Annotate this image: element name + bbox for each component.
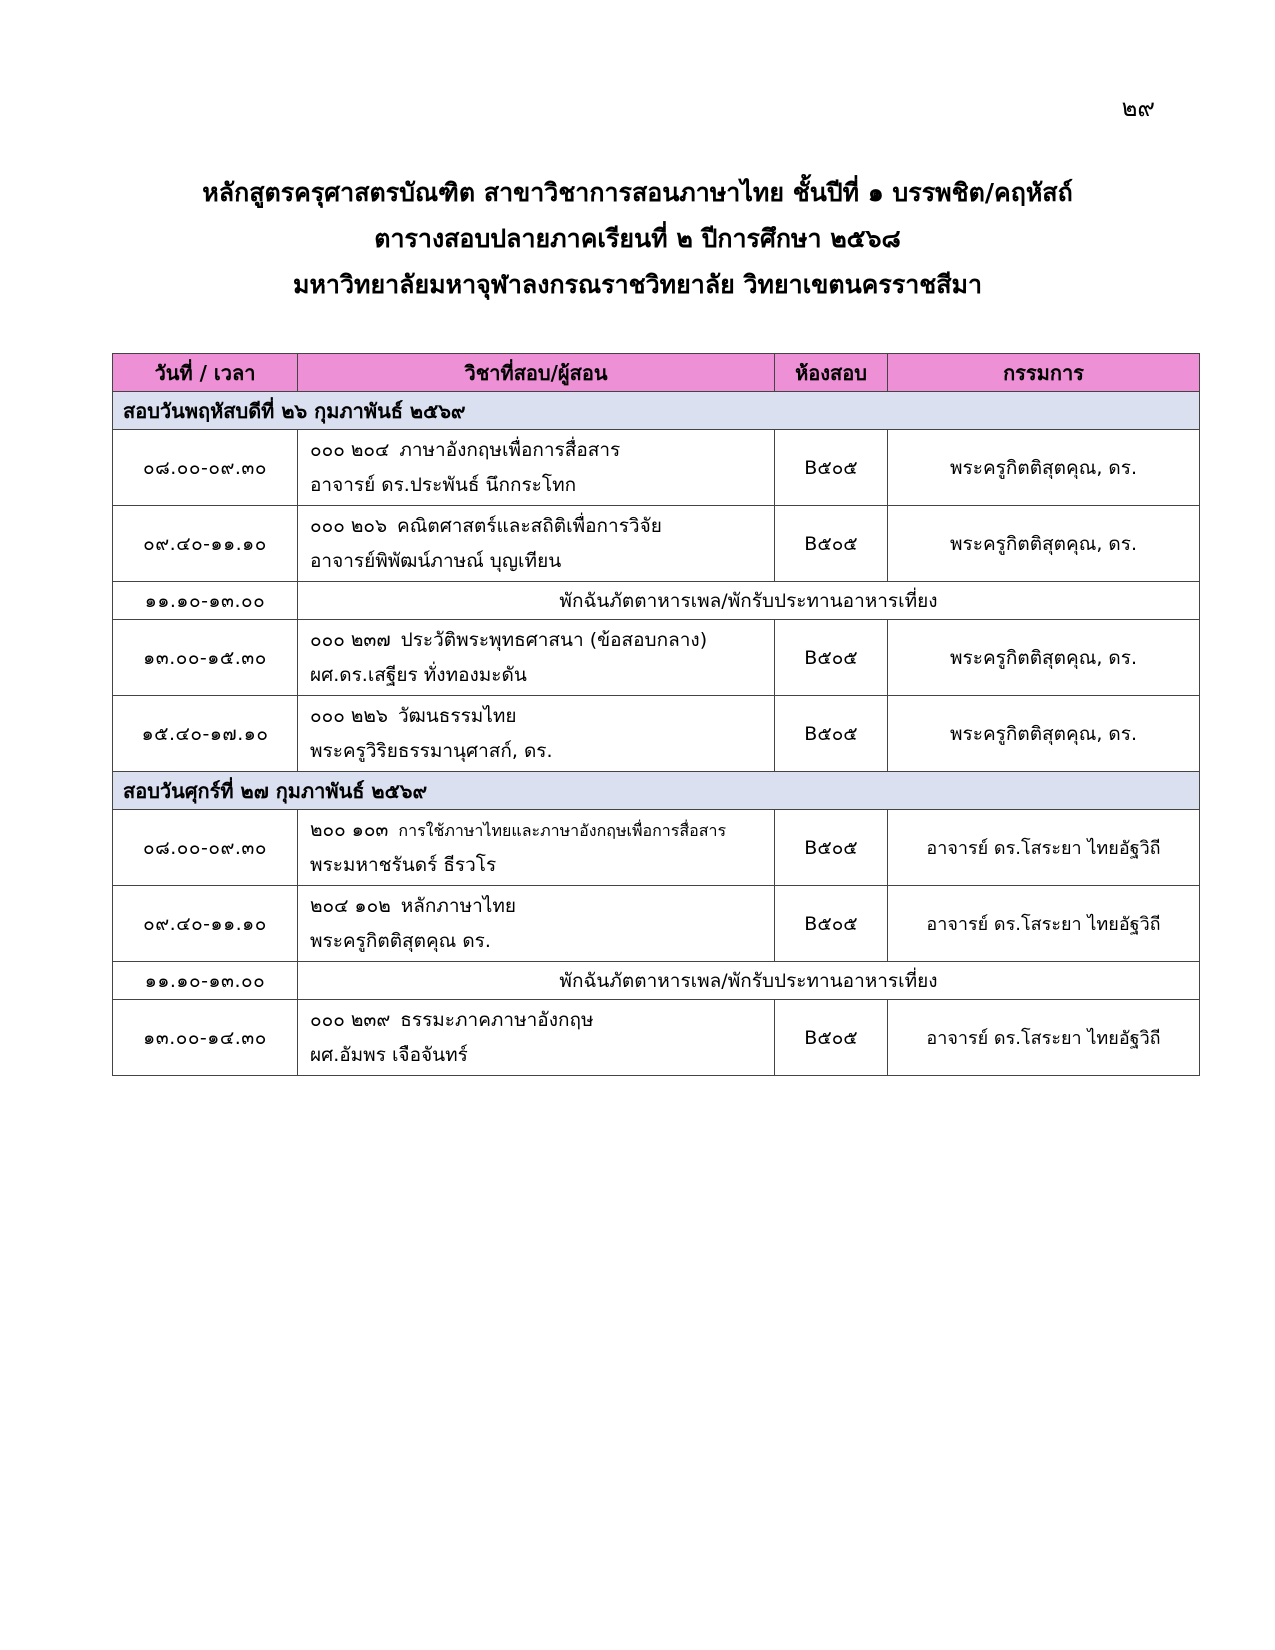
exam-room: B๕๐๕	[775, 620, 888, 696]
subject-code: ๐๐๐ ๒๐๖	[310, 514, 388, 537]
break-row	[113, 962, 1200, 1000]
table-header-row	[113, 354, 1200, 392]
subject-code: ๒๐๐ ๑๐๓	[310, 818, 389, 841]
exam-time: ๑๓.๐๐-๑๕.๓๐	[113, 620, 298, 696]
exam-room: B๕๐๕	[775, 430, 888, 506]
exam-time: ๐๘.๐๐-๐๙.๓๐	[113, 430, 298, 506]
exam-subject-cell	[298, 810, 775, 886]
subject-code: ๐๐๐ ๒๐๔	[310, 438, 390, 461]
exam-subject-cell	[298, 696, 775, 772]
exam-room: B๕๐๕	[775, 696, 888, 772]
subject-code: ๐๐๐ ๒๓๗	[310, 628, 391, 651]
header-committee: กรรมการ	[888, 354, 1200, 392]
table-row	[113, 696, 1200, 772]
exam-schedule-table	[112, 353, 1200, 1076]
exam-subject-cell	[298, 430, 775, 506]
subject-code: ๐๐๐ ๒๒๖	[310, 704, 388, 727]
table-row	[113, 886, 1200, 962]
title-line-2: ตารางสอบปลายภาคเรียนที่ ๒ ปีการศึกษา ๒๕๖๘	[374, 224, 901, 253]
day-label: สอบวันพฤหัสบดีที่ ๒๖ กุมภาพันธ์ ๒๕๖๙	[113, 392, 1200, 430]
subject-name: หลักภาษาไทย	[400, 894, 517, 917]
document-title	[0, 170, 1275, 308]
title-line-3: มหาวิทยาลัยมหาจุฬาลงกรณราชวิทยาลัย วิทยาเขตนครราชสีมา	[292, 270, 983, 299]
header-date-time: วันที่ / เวลา	[113, 354, 298, 392]
break-row	[113, 582, 1200, 620]
subject-name: วัฒนธรรมไทย	[397, 704, 517, 727]
table-row	[113, 430, 1200, 506]
table-row	[113, 506, 1200, 582]
exam-committee: พระครูกิตติสุตคุณ, ดร.	[888, 620, 1200, 696]
day-row	[113, 772, 1200, 810]
exam-committee: พระครูกิตติสุตคุณ, ดร.	[888, 506, 1200, 582]
table-row	[113, 1000, 1200, 1076]
subject-name: ประวัติพระพุทธศาสนา (ข้อสอบกลาง)	[400, 628, 708, 651]
teacher-name: ผศ.อัมพร เจือจันทร์	[310, 1043, 468, 1066]
teacher-name: ผศ.ดร.เสฐียร ทั่งทองมะดัน	[310, 663, 527, 686]
page-number: ๒๙	[1121, 94, 1155, 122]
exam-time: ๐๘.๐๐-๐๙.๓๐	[113, 810, 298, 886]
exam-committee: พระครูกิตติสุตคุณ, ดร.	[888, 696, 1200, 772]
teacher-name: อาจารย์พิพัฒน์ภาษณ์ บุญเทียน	[310, 549, 562, 572]
teacher-name: พระครูกิตติสุตคุณ ดร.	[310, 929, 491, 952]
day-row	[113, 392, 1200, 430]
exam-room: B๕๐๕	[775, 810, 888, 886]
exam-time: ๐๙.๔๐-๑๑.๑๐	[113, 886, 298, 962]
break-time: ๑๑.๑๐-๑๓.๐๐	[113, 962, 298, 1000]
subject-name: ภาษาอังกฤษเพื่อการสื่อสาร	[399, 438, 621, 461]
subject-name: การใช้ภาษาไทยและภาษาอังกฤษเพื่อการสื่อสาร	[398, 820, 727, 840]
exam-subject-cell	[298, 506, 775, 582]
exam-room: B๕๐๕	[775, 886, 888, 962]
exam-subject-cell	[298, 1000, 775, 1076]
title-line-1: หลักสูตรครุศาสตรบัณฑิต สาขาวิชาการสอนภาษาไทย ชั้นปีที่ ๑ บรรพชิต/คฤหัสถ์	[202, 178, 1073, 207]
table-row	[113, 620, 1200, 696]
exam-room: B๕๐๕	[775, 506, 888, 582]
teacher-name: พระครูวิริยธรรมานุศาสก์, ดร.	[310, 739, 553, 762]
break-time: ๑๑.๑๐-๑๓.๐๐	[113, 582, 298, 620]
exam-committee: อาจารย์ ดร.โสระยา ไทยอัฐวิถี	[888, 1000, 1200, 1076]
header-subject: วิชาที่สอบ/ผู้สอน	[298, 354, 775, 392]
subject-name: ธรรมะภาคภาษาอังกฤษ	[400, 1008, 594, 1031]
exam-room: B๕๐๕	[775, 1000, 888, 1076]
day-label: สอบวันศุกร์ที่ ๒๗ กุมภาพันธ์ ๒๕๖๙	[113, 772, 1200, 810]
exam-time: ๑๓.๐๐-๑๔.๓๐	[113, 1000, 298, 1076]
teacher-name: พระมหาชรันดร์ ธีรวโร	[310, 853, 497, 876]
table-row	[113, 810, 1200, 886]
exam-committee: พระครูกิตติสุตคุณ, ดร.	[888, 430, 1200, 506]
exam-committee: อาจารย์ ดร.โสระยา ไทยอัฐวิถี	[888, 886, 1200, 962]
subject-code: ๒๐๔ ๑๐๒	[310, 894, 391, 917]
exam-time: ๐๙.๔๐-๑๑.๑๐	[113, 506, 298, 582]
break-text: พักฉันภัตตาหารเพล/พักรับประทานอาหารเที่ยง	[298, 962, 1200, 1000]
subject-code: ๐๐๐ ๒๓๙	[310, 1008, 391, 1031]
teacher-name: อาจารย์ ดร.ประพันธ์ นึกกระโทก	[310, 473, 577, 496]
exam-time: ๑๕.๔๐-๑๗.๑๐	[113, 696, 298, 772]
header-room: ห้องสอบ	[775, 354, 888, 392]
exam-subject-cell	[298, 886, 775, 962]
subject-name: คณิตศาสตร์และสถิติเพื่อการวิจัย	[397, 514, 662, 537]
break-text: พักฉันภัตตาหารเพล/พักรับประทานอาหารเที่ยง	[298, 582, 1200, 620]
exam-committee: อาจารย์ ดร.โสระยา ไทยอัฐวิถี	[888, 810, 1200, 886]
exam-subject-cell	[298, 620, 775, 696]
